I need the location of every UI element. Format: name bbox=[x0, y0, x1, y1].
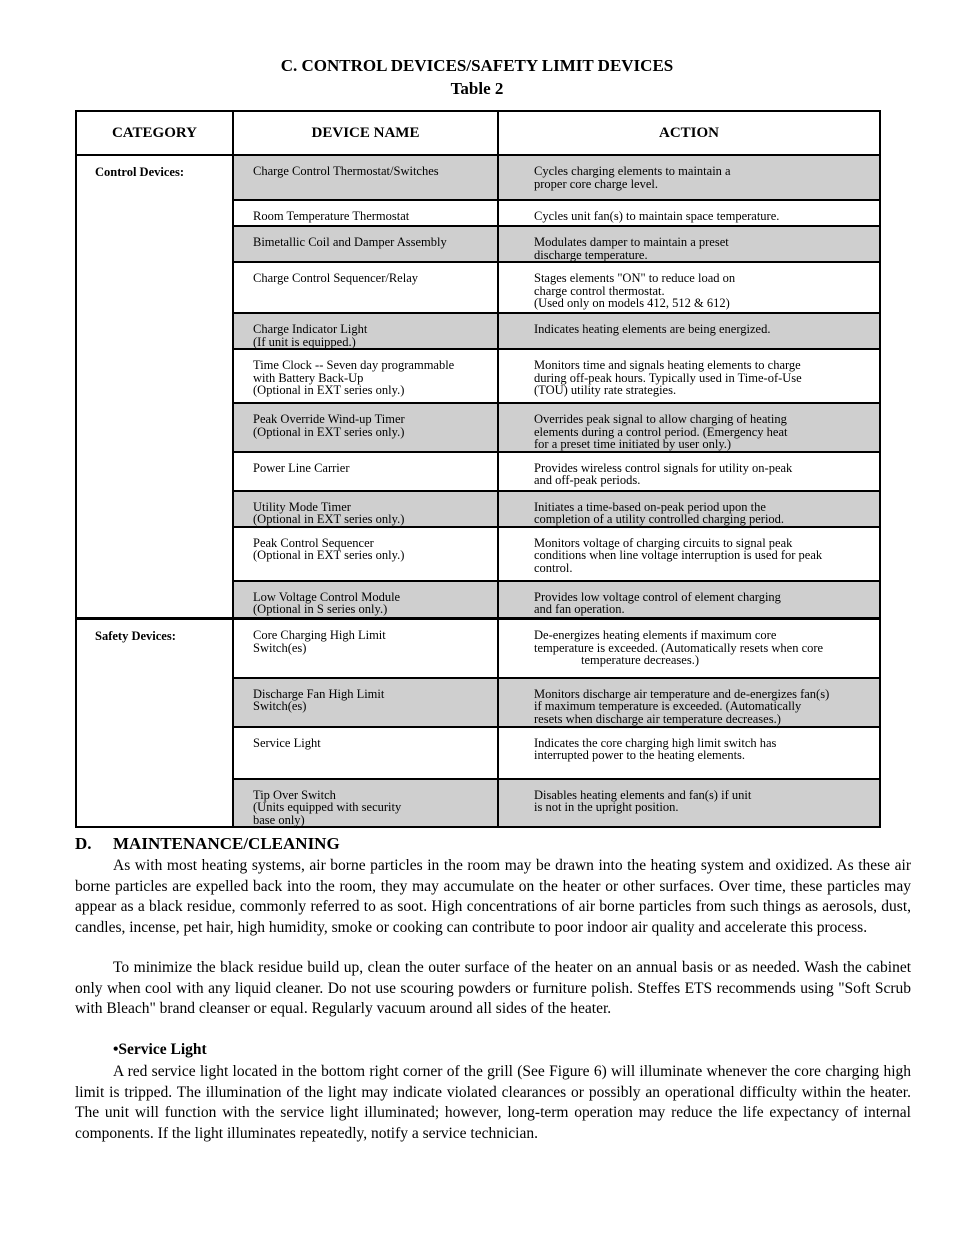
action-cell bbox=[498, 491, 880, 527]
action-line: discharge temperature. bbox=[534, 247, 648, 262]
category-control-devices: Control Devices: bbox=[76, 155, 233, 619]
device-name-cell bbox=[233, 491, 498, 527]
device-name-cell bbox=[233, 727, 498, 779]
device-name-line: Service Light bbox=[253, 735, 321, 750]
device-name-cell bbox=[233, 619, 498, 678]
action-cell bbox=[498, 262, 880, 313]
device-name-line: with Battery Back-Up bbox=[253, 370, 364, 385]
action-line: proper core charge level. bbox=[534, 176, 659, 191]
device-name-line: (Optional in EXT series only.) bbox=[253, 512, 405, 526]
device-name-line: Bimetallic Coil and Damper Assembly bbox=[253, 235, 447, 249]
action-cell bbox=[498, 452, 880, 491]
device-name-line: (Units equipped with security bbox=[253, 800, 402, 814]
section-d-heading bbox=[75, 834, 340, 854]
action-line: Monitors voltage of charging circuits to signal peak bbox=[534, 535, 793, 550]
action-line: Cycles charging elements to maintain a bbox=[534, 164, 731, 178]
device-name-line: Tip Over Switch bbox=[253, 787, 336, 802]
device-name-cell bbox=[233, 200, 498, 226]
header-action: ACTION bbox=[498, 111, 880, 155]
table-row bbox=[76, 619, 880, 678]
table-header-row bbox=[76, 111, 880, 155]
action-line: Disables heating elements and fan(s) if unit bbox=[534, 787, 752, 802]
paragraph-text: A red service light located in the bottom right corner of the grill (See Figure 6) will illuminate whenever the core charging high limit is tripped. The illumination of the light may indicate violated clearances or possibly an operational difficulty within the heater. The unit will function with the service light illuminated; however, long-term operation may reduce the life expectancy of internal components. If the light illuminates repeatedly, notify a service technician. bbox=[75, 1063, 911, 1143]
device-name-line: (Optional in EXT series only.) bbox=[253, 424, 405, 439]
action-cell bbox=[498, 403, 880, 452]
paragraph-text: To minimize the black residue build up, clean the outer surface of the heater on an annual basis or as needed. Wash the cabinet only when cool with any liquid cleaner. Do not use scouring powders or furniture polish. Steffes ETS recommends using "Soft Scrub with Bleach" brand cleanser or equal. Regularly vacuum around all sides of the heater. bbox=[75, 959, 911, 1018]
action-line: temperature is exceeded. (Automatically resets when core bbox=[534, 640, 824, 655]
paragraph-soot bbox=[75, 856, 911, 939]
paragraph-text: As with most heating systems, air borne particles in the room may be drawn into the heating system and oxidized. As these air borne particles are expelled back into the room, they may accumulate on the heater or other surfaces. Over time, these particles may appear as a black residue, commonly referred to as soot. High concentrations of air borne particles from such things as aerosols, dust, candles, incense, pet hair, high humidity, smoke or cooking can contribute to poor indoor air quality and accelerate this process. bbox=[75, 857, 911, 937]
action-line: control. bbox=[534, 560, 573, 575]
device-name-cell bbox=[233, 581, 498, 619]
action-line: Modulates damper to maintain a preset bbox=[534, 235, 729, 249]
action-line: during off-peak hours. Typically used in Time-of-Use bbox=[534, 370, 802, 385]
action-line: and fan operation. bbox=[534, 602, 625, 616]
action-line: if maximum temperature is exceeded. (Automatically bbox=[534, 699, 802, 713]
device-name-line: Utility Mode Timer bbox=[253, 499, 351, 514]
action-line: is not in the upright position. bbox=[534, 800, 679, 814]
action-line: Indicates heating elements are being energized. bbox=[534, 322, 771, 336]
category-safety-devices: Safety Devices: bbox=[76, 619, 233, 828]
device-name-cell bbox=[233, 678, 498, 727]
device-name-line: (Optional in S series only.) bbox=[253, 602, 388, 616]
device-name-cell bbox=[233, 313, 498, 349]
action-cell bbox=[498, 581, 880, 619]
device-name-line: Room Temperature Thermostat bbox=[253, 209, 410, 223]
action-cell bbox=[498, 155, 880, 200]
device-table bbox=[75, 110, 881, 828]
device-name-line: Core Charging High Limit bbox=[253, 628, 386, 642]
device-name-line: Charge Control Sequencer/Relay bbox=[253, 271, 419, 285]
action-line: Monitors time and signals heating elements to charge bbox=[534, 358, 801, 372]
device-name-cell bbox=[233, 262, 498, 313]
action-cell bbox=[498, 200, 880, 226]
action-cell bbox=[498, 313, 880, 349]
service-light-heading: •Service Light bbox=[113, 1041, 207, 1058]
action-line: Monitors discharge air temperature and de-energizes fan(s) bbox=[534, 686, 830, 701]
table-label: Table 2 bbox=[450, 79, 504, 98]
action-line: interrupted power to the heating elements. bbox=[534, 748, 746, 762]
paragraph-cleaning bbox=[75, 958, 911, 1020]
device-name-line: (If unit is equipped.) bbox=[253, 334, 356, 349]
device-name-cell bbox=[233, 452, 498, 491]
paragraph-service-light bbox=[75, 1062, 911, 1145]
action-line: Provides wireless control signals for utility on-peak bbox=[534, 460, 793, 475]
table-row bbox=[76, 155, 880, 200]
device-name-line: Discharge Fan High Limit bbox=[253, 686, 385, 701]
device-name-line: Charge Indicator Light bbox=[253, 322, 368, 336]
action-line: Initiates a time-based on-peak period upon the bbox=[534, 499, 766, 514]
action-line: for a preset time initiated by user only.) bbox=[534, 437, 732, 451]
action-line: completion of a utility controlled charging period. bbox=[534, 512, 785, 526]
action-cell bbox=[498, 678, 880, 727]
action-line: elements during a control period. (Emergency heat bbox=[534, 424, 788, 439]
action-cell bbox=[498, 727, 880, 779]
device-name-line: Power Line Carrier bbox=[253, 460, 350, 475]
action-line: Provides low voltage control of element charging bbox=[534, 589, 781, 604]
action-cell bbox=[498, 779, 880, 828]
action-line: Cycles unit fan(s) to maintain space temperature. bbox=[534, 209, 780, 223]
action-cell bbox=[498, 619, 880, 678]
device-name-line: Time Clock -- Seven day programmable bbox=[253, 358, 455, 372]
section-c-heading: C. CONTROL DEVICES/SAFETY LIMIT DEVICES bbox=[280, 56, 674, 75]
action-line: De-energizes heating elements if maximum core bbox=[534, 628, 777, 642]
action-cell bbox=[498, 226, 880, 262]
action-line: (TOU) utility rate strategies. bbox=[534, 383, 677, 397]
section-d-label: D. bbox=[75, 834, 92, 853]
action-cell bbox=[498, 349, 880, 403]
device-name-line: Low Voltage Control Module bbox=[253, 589, 401, 604]
action-line: Overrides peak signal to allow charging of heating bbox=[534, 412, 787, 426]
device-name-cell bbox=[233, 779, 498, 828]
header-device-name: DEVICE NAME bbox=[233, 111, 498, 155]
device-name-line: Switch(es) bbox=[253, 640, 307, 655]
device-name-line: Charge Control Thermostat/Switches bbox=[253, 164, 439, 178]
device-name-cell bbox=[233, 226, 498, 262]
device-name-line: (Optional in EXT series only.) bbox=[253, 548, 405, 562]
action-cell bbox=[498, 527, 880, 581]
action-line: charge control thermostat. bbox=[534, 283, 665, 298]
action-line: (Used only on models 412, 512 & 612) bbox=[534, 296, 730, 310]
action-line: conditions when line voltage interruption is used for peak bbox=[534, 548, 823, 562]
action-line: resets when discharge air temperature decreases.) bbox=[534, 711, 781, 726]
device-name-line: Peak Control Sequencer bbox=[253, 535, 374, 550]
device-name-line: (Optional in EXT series only.) bbox=[253, 383, 405, 397]
device-name-line: Switch(es) bbox=[253, 699, 307, 713]
device-name-cell bbox=[233, 527, 498, 581]
action-line: Indicates the core charging high limit switch has bbox=[534, 735, 777, 750]
action-line: Stages elements "ON" to reduce load on bbox=[534, 271, 736, 285]
device-name-cell bbox=[233, 349, 498, 403]
device-name-cell bbox=[233, 403, 498, 452]
header-category: CATEGORY bbox=[76, 111, 233, 155]
action-line: and off-peak periods. bbox=[534, 473, 641, 487]
device-name-line: base only) bbox=[253, 812, 305, 827]
table-body bbox=[76, 155, 880, 827]
device-name-cell bbox=[233, 155, 498, 200]
action-line: temperature decreases.) bbox=[581, 653, 699, 667]
device-name-line: Peak Override Wind-up Timer bbox=[253, 412, 405, 426]
section-d-title: MAINTENANCE/CLEANING bbox=[113, 834, 340, 853]
